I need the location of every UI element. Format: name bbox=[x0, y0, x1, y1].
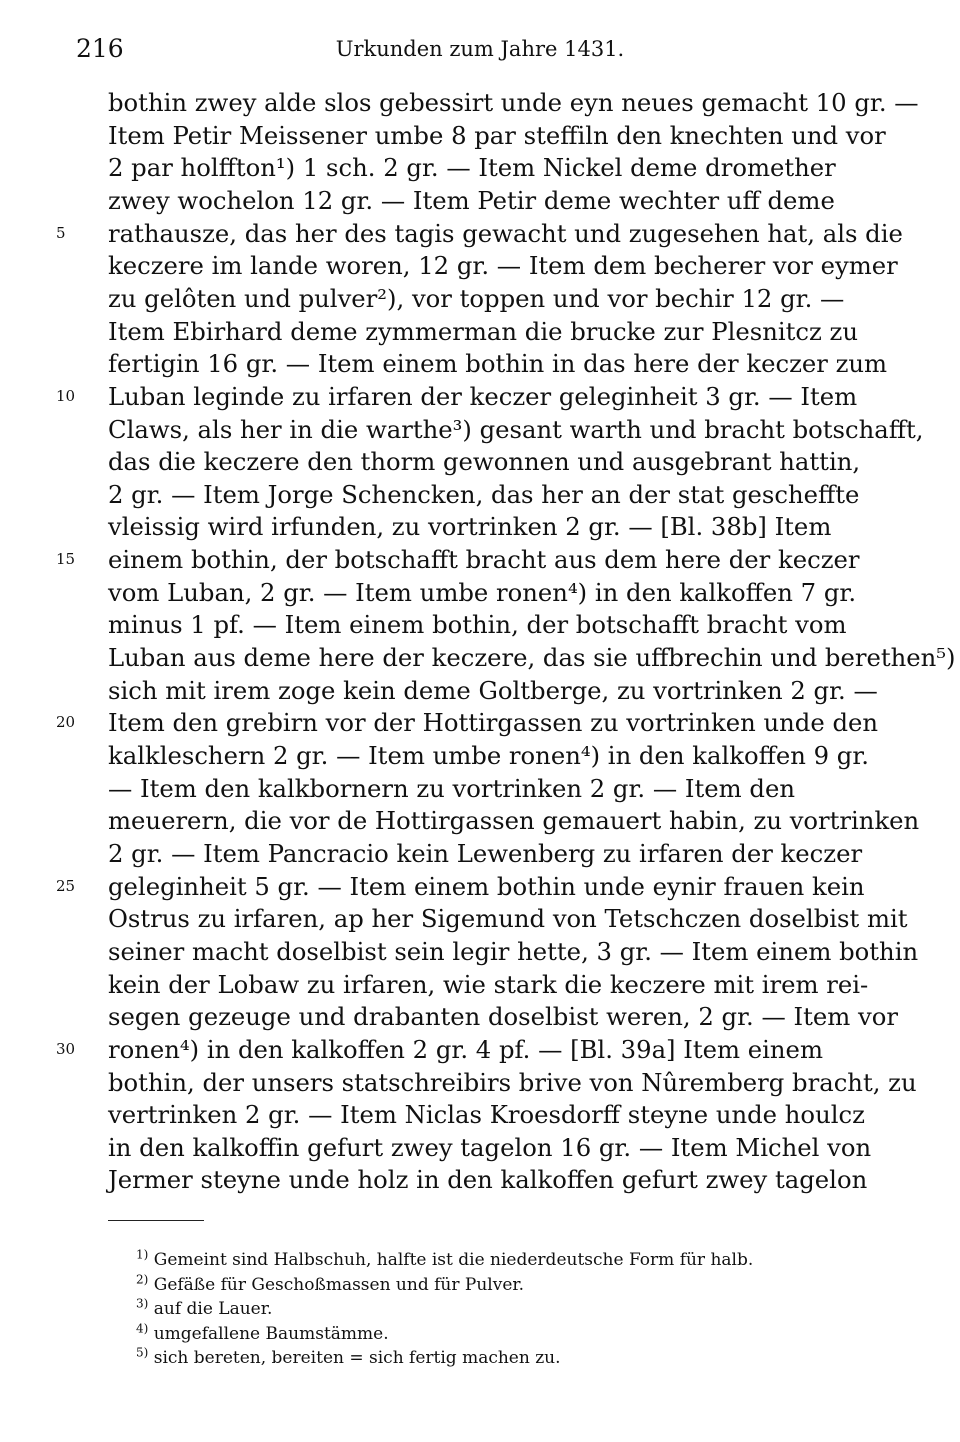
text-line: meuerern, die vor de Hottirgassen gemauert habin, zu vortrinken bbox=[108, 806, 920, 836]
text-line: kalkleschern 2 gr. — Item umbe ronen⁴) in den kalkoffen 9 gr. bbox=[108, 741, 869, 770]
footnote bbox=[136, 1248, 896, 1272]
text-line: Item Petir Meissener umbe 8 par steffiln den knechten und vor bbox=[108, 120, 886, 150]
text-line: Luban leginde zu irfaren der keczer geleginheit 3 gr. — Item bbox=[108, 381, 858, 411]
footnote-mark: 5) bbox=[136, 1345, 149, 1360]
text-line: einem bothin, der botschafft bracht aus dem here der keczer bbox=[108, 545, 860, 575]
text-line: das die keczere den thorm gewonnen und ausgebrant hattin, bbox=[108, 447, 861, 477]
text-line: ronen⁴) in den kalkoffen 2 gr. 4 pf. — [Bl. 39a] Item einem bbox=[108, 1034, 823, 1064]
text-line: keczere im lande woren, 12 gr. — Item dem becherer vor eymer bbox=[108, 251, 898, 281]
text-line: rathausze, das her des tagis gewacht und zugesehen hat, als die bbox=[108, 218, 903, 248]
running-title: Urkunden zum Jahre 1431. bbox=[335, 37, 625, 61]
text-line: Item Ebirhard deme zymmerman die brucke zur Plesnitcz zu bbox=[108, 316, 858, 346]
footnote-text: sich bereten, bereiten = sich fertig machen zu. bbox=[153, 1348, 561, 1368]
text-line: sich mit irem zoge kein deme Goltberge, zu vortrinken 2 gr. — bbox=[108, 675, 878, 705]
text-line: vertrinken 2 gr. — Item Niclas Kroesdorff steyne unde houlcz bbox=[108, 1100, 865, 1130]
text-line: zwey wochelon 12 gr. — Item Petir deme wechter uff deme bbox=[108, 185, 835, 215]
text-line: fertigin 16 gr. — Item einem bothin in das here der keczer zum bbox=[108, 349, 888, 379]
line-number: 20 bbox=[56, 713, 76, 732]
text-line: seiner macht doselbist sein legir hette, 3 gr. — Item einem bothin bbox=[108, 936, 919, 966]
text-line: — Item den kalkbornern zu vortrinken 2 gr. — Item den bbox=[108, 773, 795, 803]
footnote-mark: 2) bbox=[136, 1271, 149, 1286]
text-line: 2 gr. — Item Pancracio kein Lewenberg zu irfaren der keczer bbox=[108, 838, 863, 868]
text-line: 2 gr. — Item Jorge Schencken, das her an der stat gescheffte bbox=[108, 479, 860, 509]
text-line: vom Luban, 2 gr. — Item umbe ronen⁴) in den kalkoffen 7 gr. bbox=[108, 577, 857, 607]
footnote-mark: 1) bbox=[136, 1247, 149, 1262]
line-number: 10 bbox=[56, 386, 76, 405]
text-line: segen gezeuge und drabanten doselbist weren, 2 gr. — Item vor bbox=[108, 1002, 898, 1032]
page-header bbox=[0, 34, 960, 66]
footnote-mark: 3) bbox=[136, 1296, 149, 1311]
footnote-text: Gemeint sind Halbschuh, halfte ist die niederdeutsche Form für halb. bbox=[153, 1250, 754, 1270]
footnote bbox=[136, 1346, 896, 1370]
footnote-mark: 4) bbox=[136, 1320, 149, 1335]
footnote-text: auf die Lauer. bbox=[153, 1299, 273, 1319]
text-line: Ostrus zu irfaren, ap her Sigemund von Tetschczen doselbist mit bbox=[108, 904, 908, 934]
footnote bbox=[136, 1322, 896, 1346]
text-line: Luban aus deme here der keczere, das sie uffbrechin und berethen⁵) bbox=[108, 643, 956, 673]
line-number: 5 bbox=[56, 223, 66, 242]
footnote-text: umgefallene Baumstämme. bbox=[153, 1323, 389, 1344]
page-number: 216 bbox=[76, 34, 124, 63]
footnote bbox=[136, 1273, 896, 1297]
text-line: minus 1 pf. — Item einem bothin, der botschafft bracht vom bbox=[108, 610, 847, 640]
text-line: zu gelôten und pulver²), vor toppen und vor bechir 12 gr. — bbox=[108, 283, 845, 313]
text-line: kein der Lobaw zu irfaren, wie stark die keczere mit irem rei- bbox=[108, 969, 869, 999]
footnote bbox=[136, 1297, 896, 1321]
footnote-text: Gefäße für Geschoßmassen und für Pulver. bbox=[153, 1274, 525, 1295]
footnote-divider bbox=[108, 1220, 204, 1221]
text-line: bothin zwey alde slos gebessirt unde eyn neues gemacht 10 gr. — bbox=[108, 88, 919, 117]
text-line: Jermer steyne unde holz in den kalkoffen gefurt zwey tagelon bbox=[108, 1165, 868, 1195]
text-line: bothin, der unsers statschreibirs brive von Nûremberg bracht, zu bbox=[108, 1067, 917, 1097]
text-line: vleissig wird irfunden, zu vortrinken 2 gr. — [Bl. 38b] Item bbox=[108, 512, 832, 542]
line-number: 30 bbox=[56, 1039, 76, 1058]
text-line: in den kalkoffin gefurt zwey tagelon 16 gr. — Item Michel von bbox=[108, 1132, 872, 1162]
line-number: 15 bbox=[56, 550, 76, 569]
text-line: 2 par holffton¹) 1 sch. 2 gr. — Item Nickel deme dromether bbox=[108, 153, 836, 183]
text-line: Claws, als her in die warthe³) gesant warth und bracht botschafft, bbox=[108, 414, 924, 444]
text-line: Item den grebirn vor der Hottirgassen zu vortrinken unde den bbox=[108, 708, 879, 738]
line-number: 25 bbox=[56, 876, 76, 895]
text-line: geleginheit 5 gr. — Item einem bothin unde eynir frauen kein bbox=[108, 871, 865, 901]
